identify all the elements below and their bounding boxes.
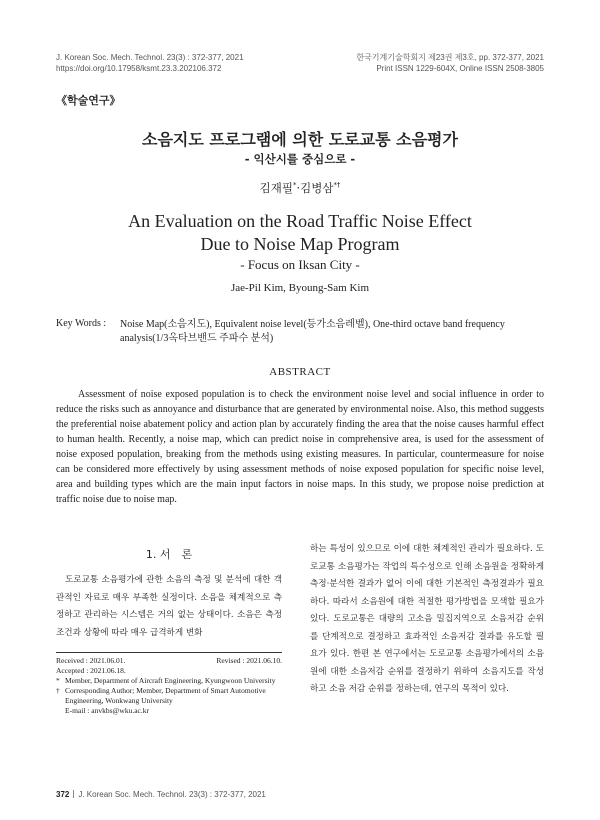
intro-left-text: 도로교통 소음평가에 관한 소음의 측정 및 분석에 대한 객관적인 자료로 매우 부족한 실정이다. 소음을 체계적으로 측정하고 관리하는 시스템은 거의 없는 상태이다. 소음은 측정조건과 상황에 따라 매우 급격하게 변화 <box>56 575 282 638</box>
english-title <box>0 210 600 256</box>
author-1-korean: 김재필 <box>259 181 293 195</box>
intro-right-column: 하는 특성이 있으므로 이에 대한 체계적인 관리가 필요하다. 도로교통 소음평가는 작업의 특수성으로 인해 소음원을 정확하게 측정·분석한 결과가 없어 이에 대한 기본적인 측정결과가 필요하다. 따라서 소음원에 대한 적절한 평가방법을 모색할 필요가 있다. 도로교통은 대량의 고소음 밀집지역으로 소음저감 순위를 단계적으로 결정하고 효과적인 소음저감 결과를 유도할 필요가 있다. 한편 본 연구에서는 도로교통 소음평가에서의 소음원에 대한 소음저감 순위를 결정하기 위하여 소음지도를 작성하고 소음 저감 순위를 정하는데, 연구의 목적이 있다. <box>310 544 544 694</box>
keywords-label: Key Words : <box>56 318 107 329</box>
section-heading-introduction: 1. 서 론 <box>145 548 193 561</box>
received-revised-row <box>56 656 282 666</box>
english-subtitle: - Focus on Iksan City - <box>240 257 360 272</box>
journal-citation: J. Korean Soc. Mech. Technol. 23(3) : 372-377, 2021 <box>56 53 244 62</box>
english-authors: Jae-Pil Kim, Byoung-Sam Kim <box>230 282 370 294</box>
korean-title: 소음지도 프로그램에 의한 도로교통 소음평가 <box>142 130 458 149</box>
member-affiliation: Member, Department of Aircraft Engineering, Kyungwoon University <box>65 676 276 685</box>
footer-divider <box>73 790 74 798</box>
abstract-heading: ABSTRACT <box>269 366 331 378</box>
member-note <box>56 676 282 686</box>
email-note <box>56 706 282 716</box>
page-footer <box>56 790 266 799</box>
corresponding-mark: † <box>56 686 60 695</box>
korean-subtitle: - 익산시를 중심으로 - <box>244 152 356 166</box>
issn-info: Print ISSN 1229-604X, Online ISSN 2508-3805 <box>376 64 544 73</box>
korean-authors <box>0 180 600 196</box>
footnote-divider <box>56 652 282 653</box>
author-1-mark: * <box>293 181 297 190</box>
footer-citation: J. Korean Soc. Mech. Technol. 23(3) : 372-377, 2021 <box>78 790 266 799</box>
keywords-text: Noise Map(소음지도), Equivalent noise level(등가소음레벨), One-third octave band frequency analysis(1/3옥타브밴드 주파수 분석) <box>120 319 505 344</box>
page-number: 372 <box>56 790 70 799</box>
author-email[interactable]: E-mail : anvkbs@wku.ac.kr <box>65 706 149 715</box>
journal-citation-korean: 한국기계기술학회지 제23권 제3호, pp. 372-377, 2021 <box>356 53 544 62</box>
corresponding-note <box>56 686 282 706</box>
received-date: Received : 2021.06.01. <box>56 656 126 665</box>
revised-date: Revised : 2021.06.10. <box>216 656 282 665</box>
member-mark: * <box>56 676 60 685</box>
english-title-line-2: Due to Noise Map Program <box>200 234 400 254</box>
corresponding-affiliation: Corresponding Author; Member, Department of Smart Automotive Engineering, Wonkwang University <box>65 686 266 705</box>
abstract-body <box>56 387 544 507</box>
journal-header-right <box>356 52 544 74</box>
journal-header-left <box>56 52 244 74</box>
intro-left-column <box>56 572 282 642</box>
english-title-line-1: An Evaluation on the Road Traffic Noise Effect <box>128 211 472 231</box>
author-2-mark: *† <box>333 181 341 190</box>
footnotes <box>56 656 282 716</box>
doi-link[interactable]: https://doi.org/10.17958/ksmt.23.3.202106.372 <box>56 64 222 73</box>
author-2-korean: ·김병삼 <box>296 181 334 195</box>
accepted-date: Accepted : 2021.06.18. <box>56 666 126 675</box>
article-category: 《학술연구》 <box>56 94 121 107</box>
abstract-text: Assessment of noise exposed population is to check the environment noise level and social influence in order to reduce the risks such as annoyance and disturbance that are generated by environmental noise. Also, this method suggests the preferential noise abatement policy and action plan by accurately finding the area that the noise causes harmful effect to human health. Recently, a noise map, which can predict noise in comprehensive area, is used for the assessment of noise exposed population, breaking from the methods using existing measures. In particular, countermeasure for noise can be considered more effectively by using assessment methods of noise exposed population for specific noise level, area and building types which are the main input factors in noise maps. In this study, we propose noise prediction at traffic noise due to noise map. <box>56 389 544 505</box>
